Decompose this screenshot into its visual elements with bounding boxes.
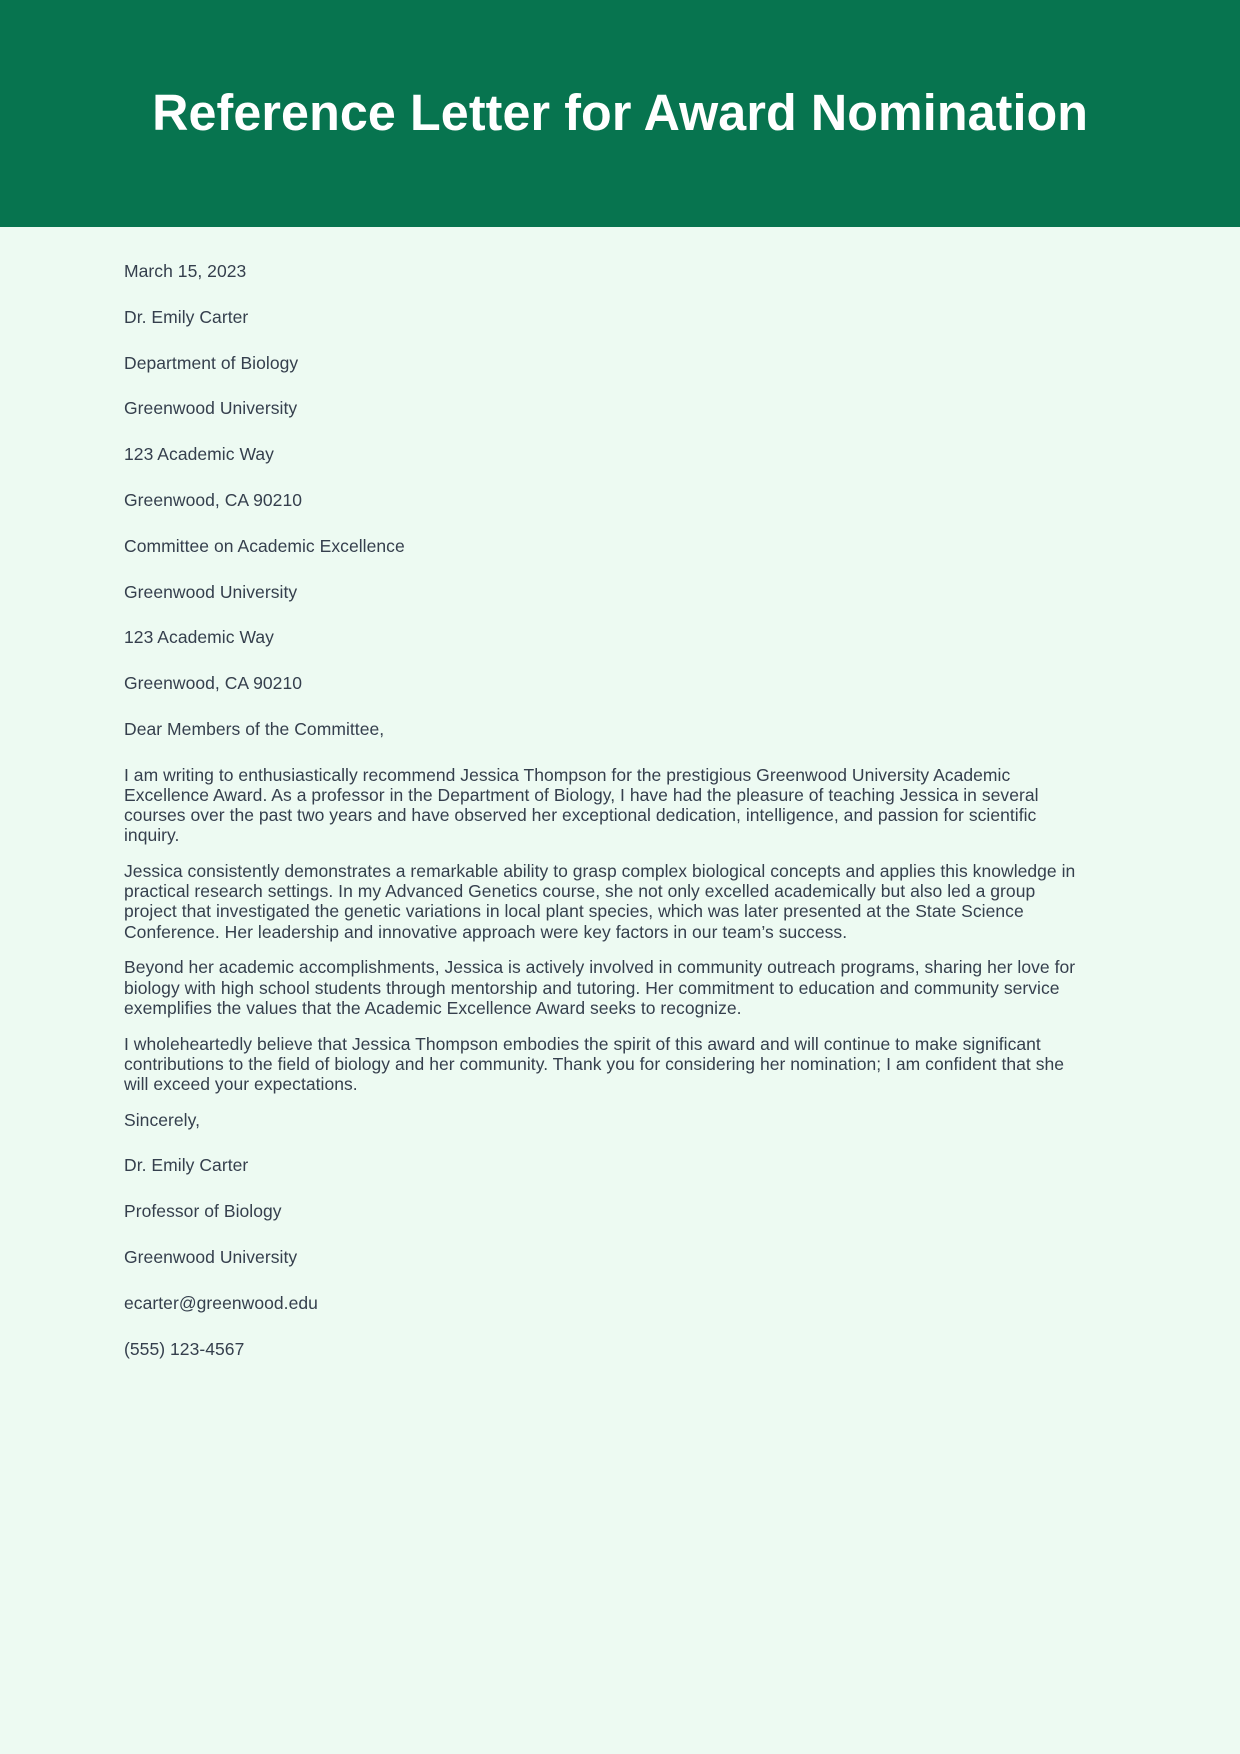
recipient-committee: Committee on Academic Excellence	[124, 535, 405, 556]
sender-department: Department of Biology	[124, 352, 299, 373]
sender-city-state-zip: Greenwood, CA 90210	[124, 489, 303, 510]
recipient-city-state-zip: Greenwood, CA 90210	[124, 673, 303, 694]
page-title: Reference Letter for Award Nomination	[152, 84, 1088, 142]
body-paragraph-4: I wholeheartedly believe that Jessica Thompson embodies the spirit of this award and will continue to make significant contributions to the field of biology and her community. Thank you for considering her nomination; I am confident that she will exceed your expectations.	[124, 1033, 1065, 1094]
sender-institution: Greenwood University	[124, 398, 298, 419]
signature-phone: (555) 123-4567	[124, 1338, 245, 1359]
signature-title: Professor of Biology	[124, 1201, 282, 1222]
signature-institution: Greenwood University	[124, 1247, 298, 1267]
sender-name: Dr. Emily Carter	[124, 306, 249, 327]
salutation: Dear Members of the Committee,	[124, 718, 385, 739]
closing: Sincerely,	[124, 1109, 201, 1130]
recipient-institution: Greenwood University	[124, 581, 298, 602]
header-banner	[0, 0, 1240, 227]
signature-name: Dr. Emily Carter	[124, 1155, 249, 1176]
signature-email: ecarter@greenwood.edu	[124, 1292, 318, 1313]
body-paragraph-1: I am writing to enthusiastically recommend Jessica Thompson for the prestigious Greenwood University Academic Excellence Award. As a professor in the Department of Biology, I have had the pleasure of teaching Jessica in several courses over the past two years and have observed her exceptional dedication, intelligence, and passion for scientific inquiry.	[124, 764, 1039, 846]
recipient-street: 123 Academic Way	[124, 627, 274, 648]
body-paragraph-3: Beyond her academic accomplishments, Jessica is actively involved in community outreach programs, sharing her love for biology with high school students through mentorship and tutoring. Her commitment to education and community service exemplifies the values that the Academic Excellence Award seeks to recognize.	[124, 957, 1076, 1018]
sender-street: 123 Academic Way	[124, 444, 274, 465]
body-paragraph-2: Jessica consistently demonstrates a remarkable ability to grasp complex biological concepts and applies this knowledge in practical research settings. In my Advanced Genetics course, she not only excelled academically but also led a group project that investigated the genetic variations in local plant species, which was later presented at the State Science Conference. Her leadership and innovative approach were key factors in our team’s success.	[124, 861, 1076, 942]
letter-date: March 15, 2023	[124, 261, 247, 281]
letter-content	[0, 227, 1240, 1359]
